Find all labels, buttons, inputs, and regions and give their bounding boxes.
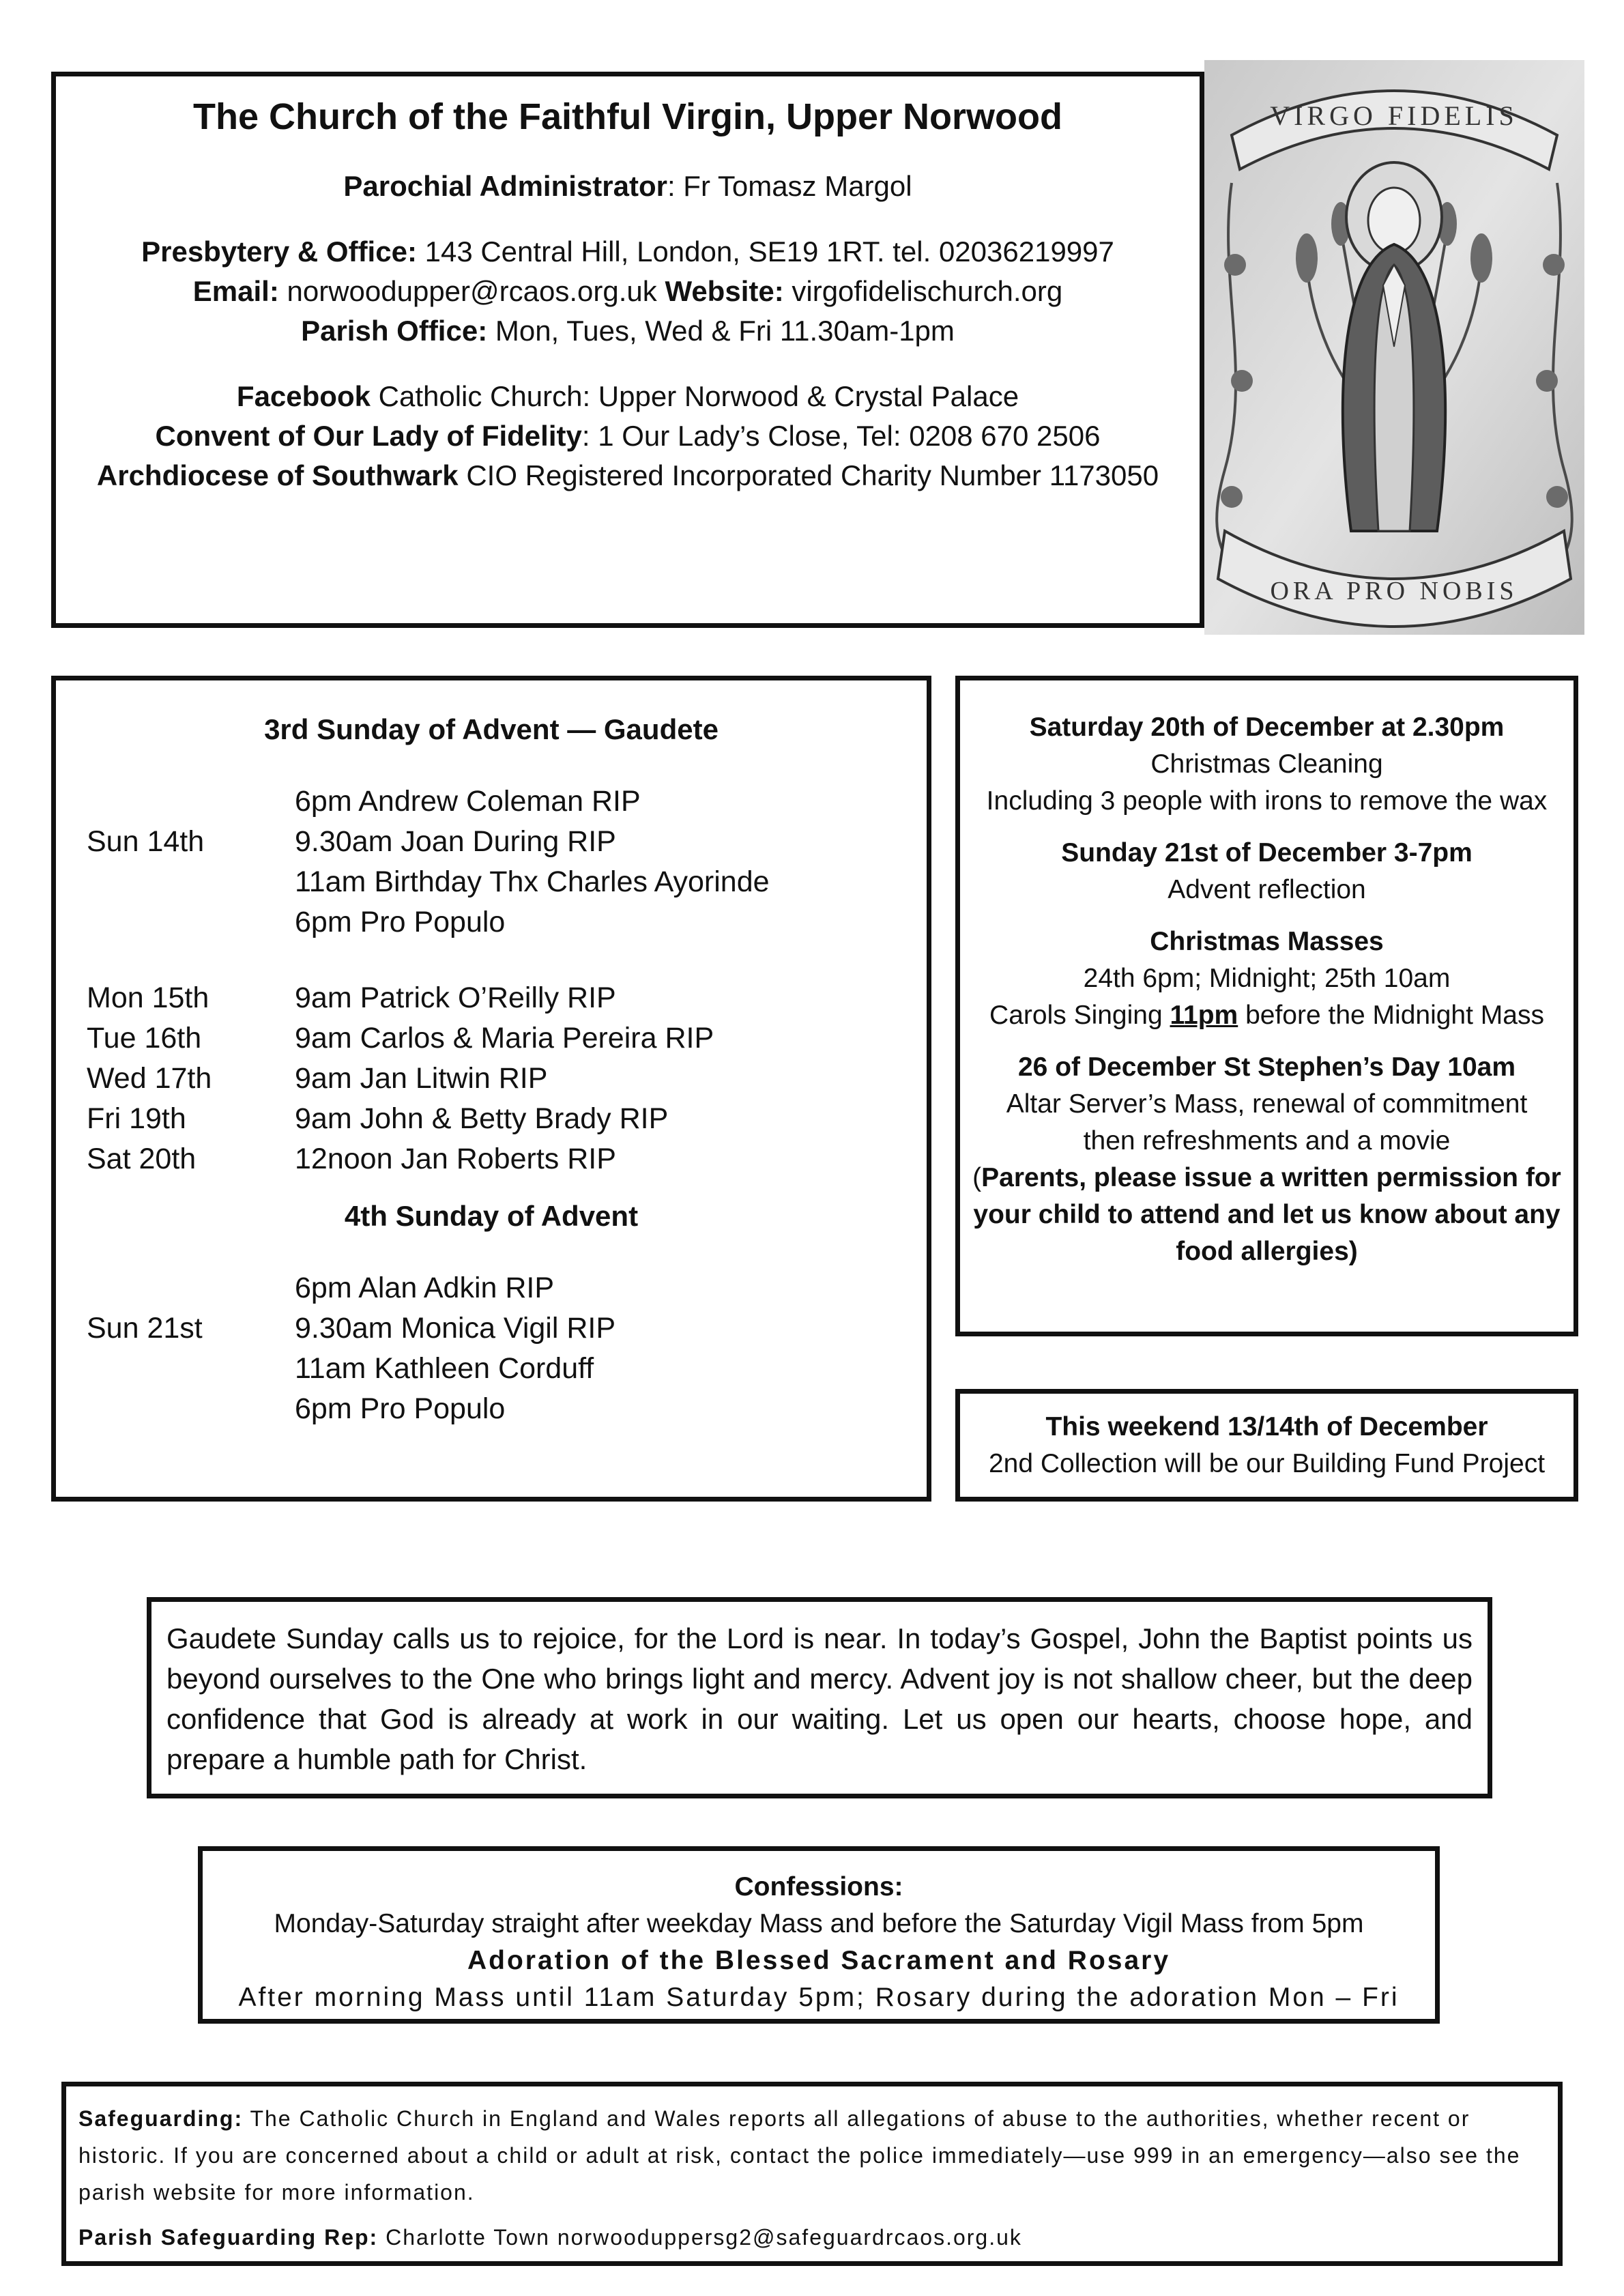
mass-row xyxy=(87,822,896,862)
mass-day: Wed 17th xyxy=(87,1062,212,1095)
mass-day: Sun 21st xyxy=(87,1312,203,1345)
email-value[interactable]: norwoodupper@rcaos.org.uk xyxy=(278,275,665,307)
convent-line xyxy=(56,416,1200,456)
mass-row xyxy=(87,1099,896,1139)
mass-intention: 9am Jan Litwin RIP xyxy=(295,1062,548,1095)
carols-time: 11pm xyxy=(1170,1001,1238,1030)
mass-day: Sun 14th xyxy=(87,825,205,858)
week1-list xyxy=(87,781,896,943)
archdiocese-label: Archdiocese of Southwark xyxy=(96,459,459,491)
st-stephen-notice xyxy=(967,1049,1567,1270)
safeguarding-body: The Catholic Church in England and Wales reports all allegations of abuse to the authorities, whether recent or historic. If you are concerned about a child or adult at risk, contact the police immediately—use 999 in an emergency—also see the parish website for more information. xyxy=(78,2106,1521,2205)
cleaning-title: Saturday 20th of December at 2.30pm xyxy=(1029,713,1505,742)
mass-day: Fri 19th xyxy=(87,1102,186,1135)
mass-intention: 9.30am Monica Vigil RIP xyxy=(295,1312,616,1345)
mass-day xyxy=(87,781,295,822)
cleaning-notice xyxy=(967,709,1567,820)
mass-row xyxy=(87,1349,896,1389)
virgin-mary-illustration xyxy=(1204,60,1584,635)
mass-intention: 9am John & Betty Brady RIP xyxy=(295,1102,669,1135)
mass-day: Mon 15th xyxy=(87,981,209,1014)
mass-row xyxy=(87,902,896,943)
mass-intention: 11am Kathleen Corduff xyxy=(295,1352,594,1385)
mass-intention: 12noon Jan Roberts RIP xyxy=(295,1143,616,1175)
mass-row xyxy=(87,1139,896,1179)
website-label: Website: xyxy=(665,275,784,307)
week2-list xyxy=(87,1268,896,1429)
mass-intention: 9am Patrick O’Reilly RIP xyxy=(295,981,616,1014)
archdiocese-line xyxy=(56,456,1200,496)
mass-day: Tue 16th xyxy=(87,1022,202,1054)
adoration-title: Adoration of the Blessed Sacrament and Rosary xyxy=(467,1946,1171,1975)
mass-intention: 6pm Pro Populo xyxy=(295,1392,506,1425)
header-box xyxy=(51,72,1204,628)
advent-line1: Advent reflection xyxy=(1168,875,1366,904)
mass-row xyxy=(87,862,896,902)
confessions-title: Confessions: xyxy=(734,1872,903,1902)
mass-day xyxy=(87,862,295,902)
stephen-line1: Altar Server’s Mass, renewal of commitment xyxy=(1006,1089,1528,1119)
rep-label: Parish Safeguarding Rep: xyxy=(78,2225,379,2250)
mass-intention: 6pm Pro Populo xyxy=(295,906,506,938)
collection-box xyxy=(955,1389,1578,1502)
mass-row xyxy=(87,1059,896,1099)
mass-intention: 6pm Andrew Coleman RIP xyxy=(295,785,641,818)
collection-text: 2nd Collection will be our Building Fund Project xyxy=(988,1449,1546,1478)
safeguarding-rep xyxy=(78,2219,1546,2256)
stephen-bold: Parents, please issue a written permission for your child to attend and let us know about any food allergies) xyxy=(973,1163,1561,1266)
safeguarding-box xyxy=(61,2082,1563,2266)
reflection-text: Gaudete Sunday calls us to rejoice, for the Lord is near. In today’s Gospel, John the Baptist points us beyond ourselves to the One who brings light and mercy. Advent joy is not shallow cheer, but the deep confidence that God is already at work in our waiting. Let us open our hearts, choose hope, and prepare a humble path for Christ. xyxy=(166,1622,1473,1775)
safeguarding-text xyxy=(78,2100,1546,2211)
stephen-permission xyxy=(967,1160,1567,1270)
virgin-mary-image xyxy=(1204,60,1584,635)
carols-after: before the Midnight Mass xyxy=(1238,1001,1544,1030)
confessions-line1: Monday-Saturday straight after weekday Mass and before the Saturday Vigil Mass from 5pm xyxy=(274,1909,1364,1938)
office-value: Mon, Tues, Wed & Fri 11.30am-1pm xyxy=(487,315,955,347)
mass-row xyxy=(87,978,896,1018)
gospel-reflection-box xyxy=(147,1597,1492,1798)
mass-day xyxy=(87,902,295,943)
christmas-line1: 24th 6pm; Midnight; 25th 10am xyxy=(1083,964,1451,993)
carols-line xyxy=(967,997,1567,1034)
mass-day xyxy=(87,1268,295,1308)
office-line xyxy=(56,311,1200,351)
website-value[interactable]: virgofidelischurch.org xyxy=(783,275,1063,307)
presbytery-value: 143 Central Hill, London, SE19 1RT. tel. 02036219997 xyxy=(416,235,1114,268)
mass-schedule-box xyxy=(51,676,931,1502)
administrator-label: Parochial Administrator xyxy=(343,170,667,202)
mass-row xyxy=(87,1018,896,1059)
collection-title: This weekend 13/14th of December xyxy=(1045,1412,1488,1441)
mass-row xyxy=(87,1308,896,1349)
weekday-list xyxy=(87,978,896,1179)
mass-intention: 11am Birthday Thx Charles Ayorinde xyxy=(295,865,770,898)
mass-intention: 9.30am Joan During RIP xyxy=(295,825,616,858)
cleaning-line1: Christmas Cleaning xyxy=(1150,749,1383,779)
safeguarding-label: Safeguarding: xyxy=(78,2106,244,2131)
archdiocese-value: CIO Registered Incorporated Charity Number 1173050 xyxy=(458,459,1159,491)
mass-day xyxy=(87,1349,295,1389)
convent-value: : 1 Our Lady’s Close, Tel: 0208 670 2506 xyxy=(581,420,1101,452)
adoration-line: After morning Mass until 11am Saturday 5pm; Rosary during the adoration Mon – Fri xyxy=(238,1983,1400,2012)
church-title: The Church of the Faithful Virgin, Upper Norwood xyxy=(193,96,1062,137)
confessions-box xyxy=(198,1846,1440,2024)
mass-intention: 6pm Alan Adkin RIP xyxy=(295,1272,555,1304)
mass-intention: 9am Carlos & Maria Pereira RIP xyxy=(295,1022,714,1054)
banner-top-text: VIRGO FIDELIS xyxy=(1270,100,1518,131)
facebook-line xyxy=(56,377,1200,416)
office-label: Parish Office: xyxy=(301,315,488,347)
advent3-title: 3rd Sunday of Advent — Gaudete xyxy=(264,713,719,745)
email-line xyxy=(56,272,1200,311)
banner-bottom-text: ORA PRO NOBIS xyxy=(1270,577,1518,605)
convent-label: Convent of Our Lady of Fidelity xyxy=(155,420,582,452)
stephen-line2: then refreshments and a movie xyxy=(1083,1126,1451,1156)
christmas-title: Christmas Masses xyxy=(1150,927,1384,956)
administrator-line xyxy=(56,167,1200,206)
stephen-title: 26 of December St Stephen’s Day 10am xyxy=(1017,1052,1516,1082)
mass-row xyxy=(87,1268,896,1308)
facebook-value: Catholic Church: Upper Norwood & Crystal Palace xyxy=(370,380,1019,412)
christmas-masses-notice xyxy=(967,923,1567,1034)
presbytery-line xyxy=(56,232,1200,272)
advent-title: Sunday 21st of December 3-7pm xyxy=(1061,838,1473,867)
stephen-paren: ( xyxy=(972,1163,982,1192)
cleaning-line2: Including 3 people with irons to remove the wax xyxy=(986,786,1548,816)
advent4-title: 4th Sunday of Advent xyxy=(344,1200,639,1232)
email-label: Email: xyxy=(192,275,279,307)
mass-row xyxy=(87,781,896,822)
mass-day: Sat 20th xyxy=(87,1143,197,1175)
notices-box xyxy=(955,676,1578,1336)
mass-row xyxy=(87,1389,896,1429)
carols-before: Carols Singing xyxy=(989,1001,1170,1030)
advent-reflection-notice xyxy=(967,835,1567,908)
mass-day xyxy=(87,1389,295,1429)
facebook-label: Facebook xyxy=(236,380,371,412)
administrator-value: : Fr Tomasz Margol xyxy=(667,170,912,202)
rep-value[interactable]: Charlotte Town norwooduppersg2@safeguardrcaos.org.uk xyxy=(378,2225,1022,2250)
presbytery-label: Presbytery & Office: xyxy=(141,235,417,268)
